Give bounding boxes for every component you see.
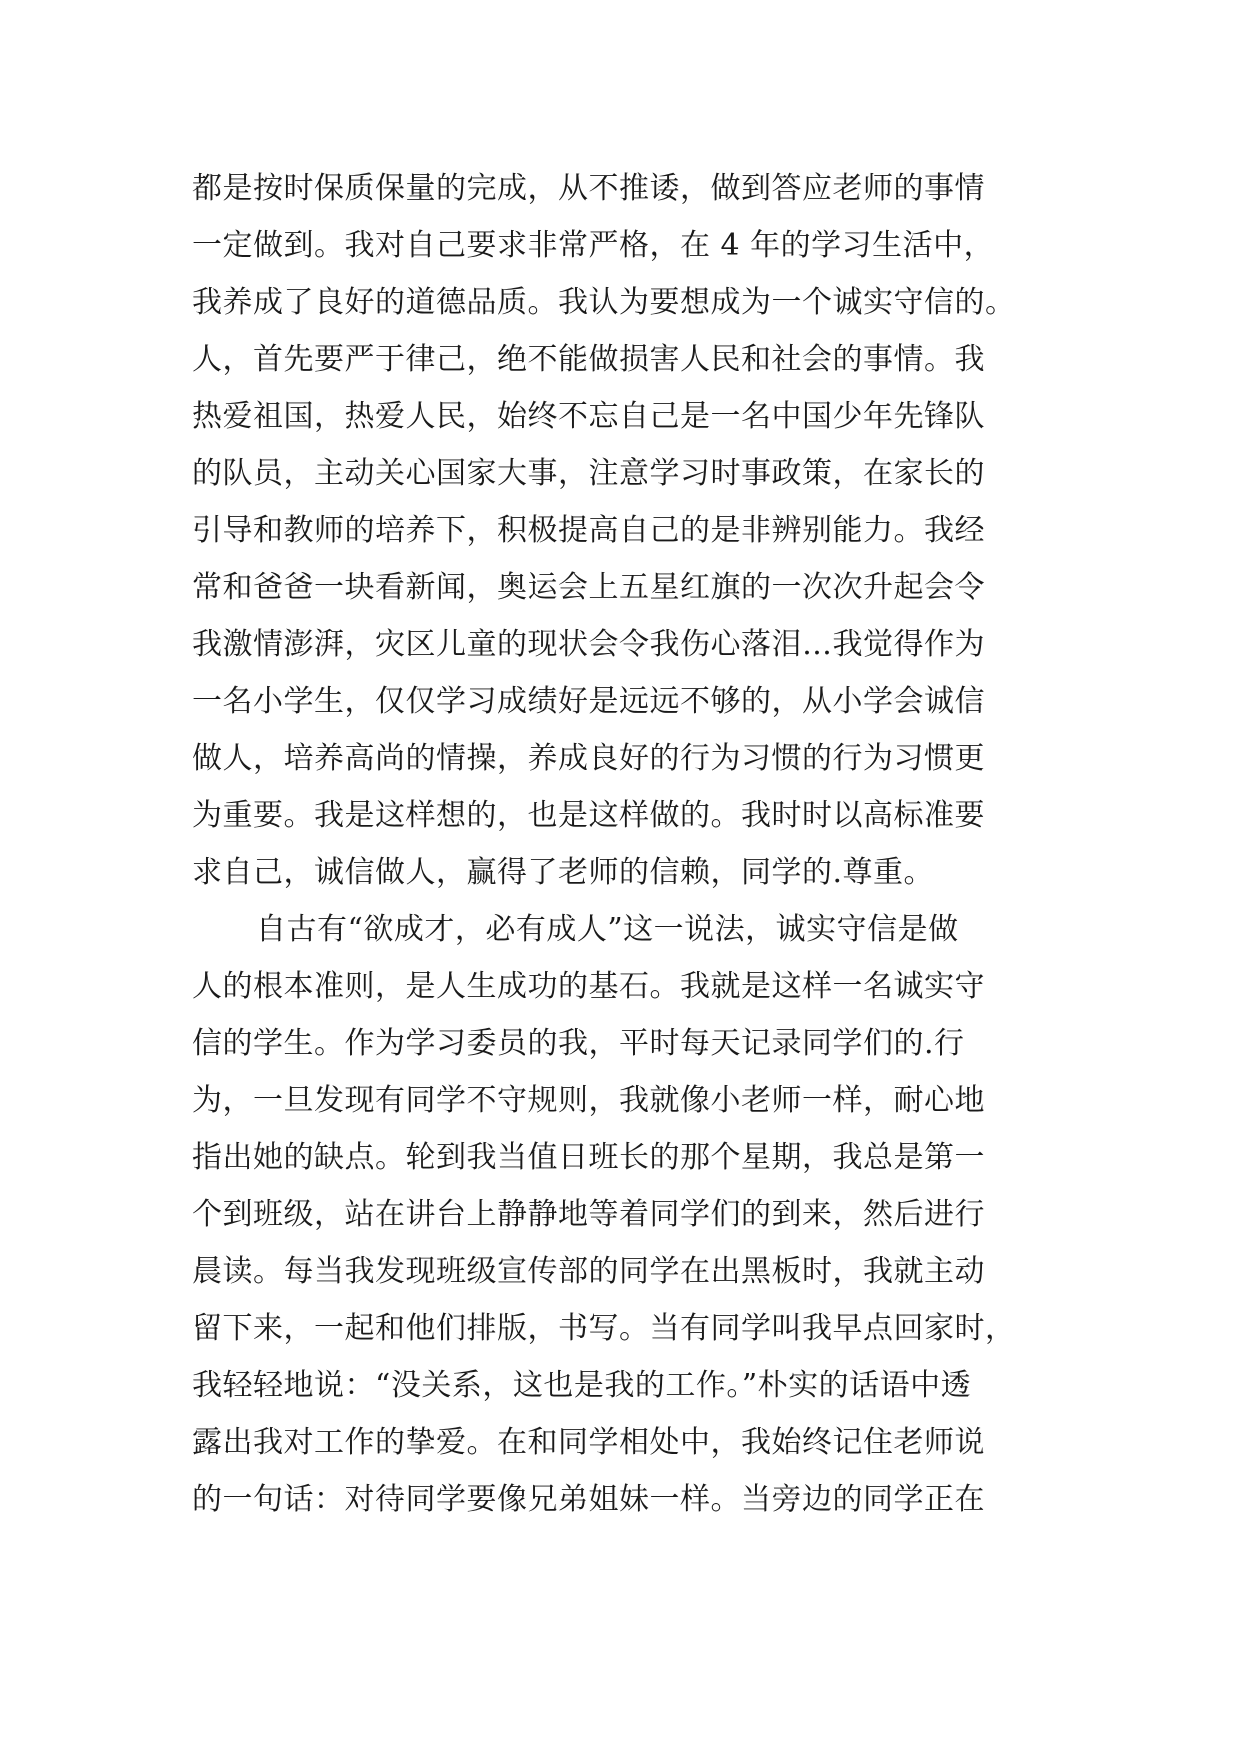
- body-text: [192, 160, 1072, 1528]
- text-line: 热爱祖国，热爱人民，始终不忘自己是一名中国少年先锋队: [192, 399, 985, 434]
- text-line: 的队员，主动关心国家大事，注意学习时事政策，在家长的: [192, 456, 985, 491]
- text-line: 自古有“欲成才，必有成人”这一说法，诚实守信是做: [256, 912, 959, 947]
- text-line: 人，首先要严于律己，绝不能做损害人民和社会的事情。我: [192, 342, 985, 377]
- text-line: 晨读。每当我发现班级宣传部的同学在出黑板时，我就主动: [192, 1254, 985, 1289]
- text-line: 做人，培养高尚的情操，养成良好的行为习惯的行为习惯更: [192, 741, 985, 776]
- paragraph-1: [192, 160, 1072, 901]
- text-line: 我激情澎湃，灾区儿童的现状会令我伤心落泪…我觉得作为: [192, 627, 985, 662]
- text-line: 常和爸爸一块看新闻，奥运会上五星红旗的一次次升起会令: [192, 570, 985, 605]
- text-line: 引导和教师的培养下，积极提高自己的是非辨别能力。我经: [192, 513, 985, 548]
- text-line: 都是按时保质保量的完成，从不推诿，做到答应老师的事情: [192, 171, 985, 206]
- text-line: 求自己，诚信做人，赢得了老师的信赖，同学的.尊重。: [192, 855, 935, 890]
- text-line: 我轻轻地说：“没关系，这也是我的工作。”朴实的话语中透: [192, 1368, 972, 1403]
- text-line: 为重要。我是这样想的，也是这样做的。我时时以高标准要: [192, 798, 985, 833]
- text-line: 的一句话：对待同学要像兄弟姐妹一样。当旁边的同学正在: [192, 1482, 985, 1517]
- text-line: 个到班级，站在讲台上静静地等着同学们的到来，然后进行: [192, 1197, 985, 1232]
- text-line: 一名小学生，仅仅学习成绩好是远远不够的，从小学会诚信: [192, 684, 985, 719]
- paragraph-2: [192, 901, 1072, 1528]
- text-line: 指出她的缺点。轮到我当值日班长的那个星期，我总是第一: [192, 1140, 985, 1175]
- text-line: 为，一旦发现有同学不守规则，我就像小老师一样，耐心地: [192, 1083, 985, 1118]
- text-line: 人的根本准则，是人生成功的基石。我就是这样一名诚实守: [192, 969, 985, 1004]
- text-line: 露出我对工作的挚爱。在和同学相处中，我始终记住老师说: [192, 1425, 985, 1460]
- text-line: 信的学生。作为学习委员的我，平时每天记录同学们的.行: [192, 1026, 965, 1061]
- text-line: 我养成了良好的道德品质。我认为要想成为一个诚实守信的。: [192, 285, 1016, 320]
- text-line: 一定做到。我对自己要求非常严格，在 4 年的学习生活中，: [192, 228, 995, 263]
- text-line: 留下来，一起和他们排版，书写。当有同学叫我早点回家时，: [192, 1311, 1016, 1346]
